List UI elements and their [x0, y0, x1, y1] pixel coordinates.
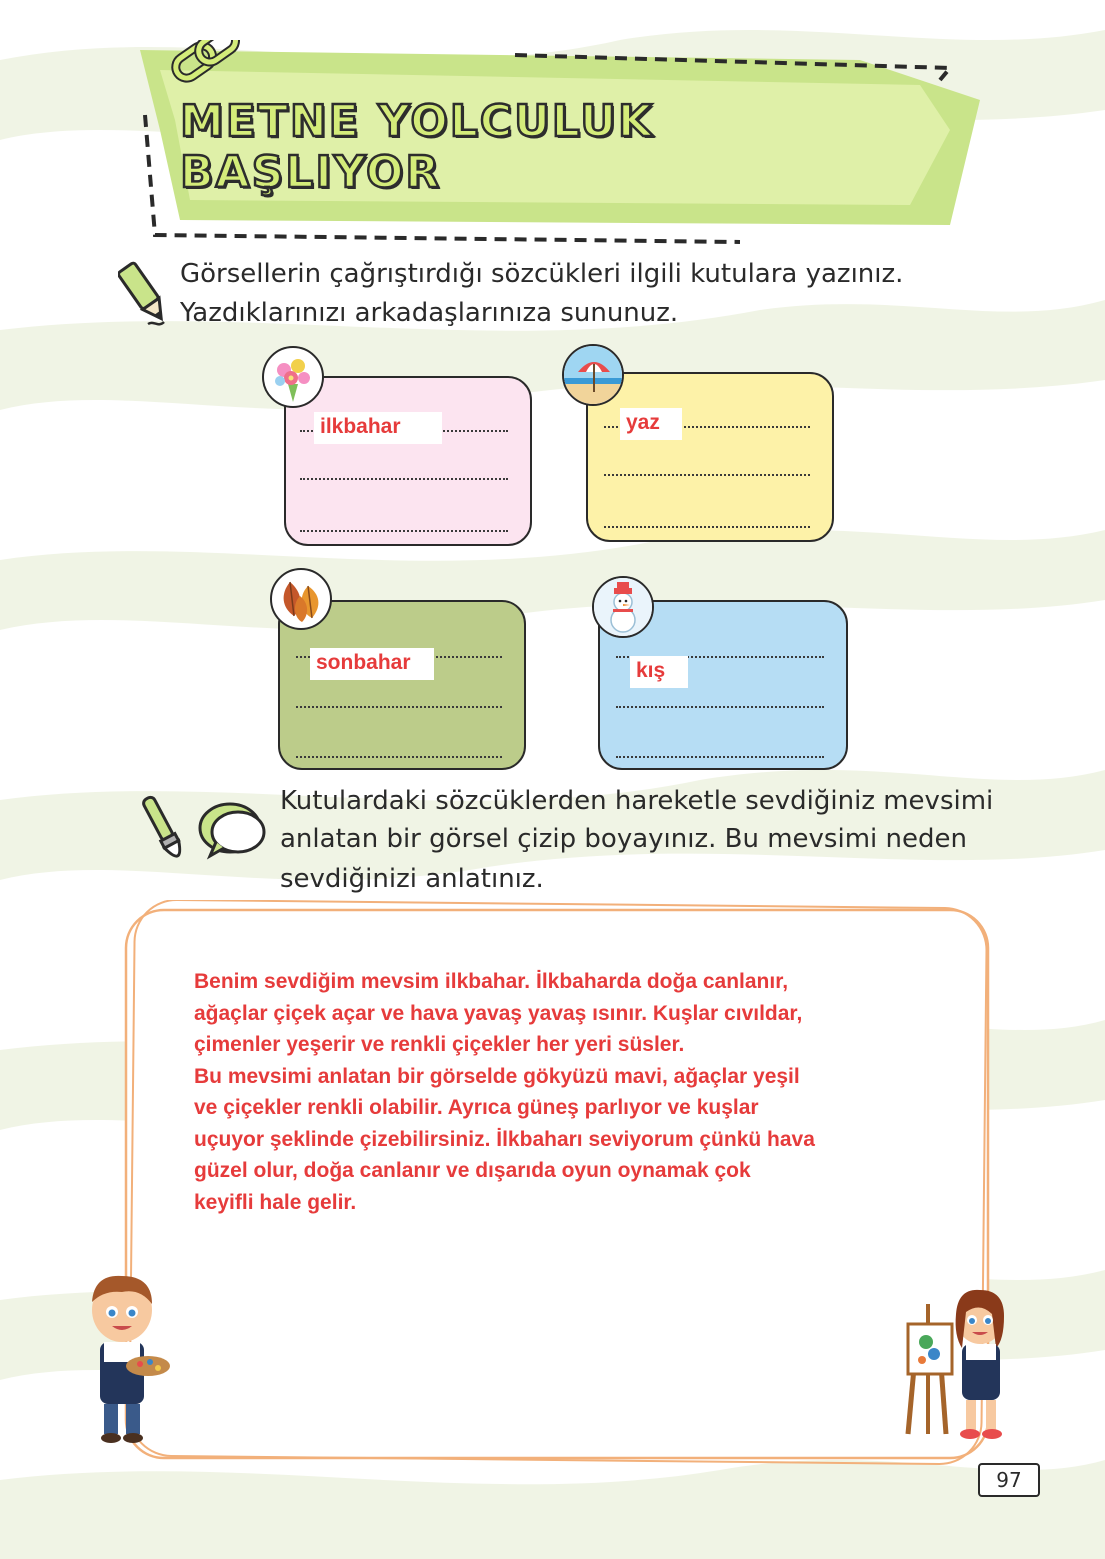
winter-answer[interactable]: kış [630, 656, 688, 688]
answer-line: Bu mevsimi anlatan bir görselde gökyüzü mavi, ağaçlar yeşil [194, 1064, 800, 1088]
flower-bouquet-icon [262, 346, 324, 408]
answer-line: keyifli hale gelir. [194, 1190, 357, 1214]
beach-umbrella-icon [562, 344, 624, 406]
girl-painter-illustration [900, 1284, 1020, 1444]
answer-paragraph[interactable] [194, 966, 934, 1218]
task2-line-3: sevdiğinizi anlatınız. [280, 864, 544, 894]
page-number: 97 [978, 1463, 1040, 1497]
answer-line: ağaçlar çiçek açar ve hava yavaş yavaş ısınır. Kuşlar cıvıldar, [194, 1001, 803, 1025]
spring-answer[interactable]: ilkbahar [314, 412, 442, 444]
paintbrush-icon [132, 792, 198, 872]
pencil-icon [118, 258, 170, 330]
instruction-line-1: Görsellerin çağrıştırdığı sözcükleri ilgili kutulara yazınız. [180, 259, 904, 289]
boy-painter-illustration [74, 1270, 170, 1444]
season-box-summer [586, 372, 834, 542]
task2-line-2: anlatan bir görsel çizip boyayınız. Bu mevsimi neden [280, 824, 967, 854]
summer-answer[interactable]: yaz [620, 408, 682, 440]
task2-line-1: Kutulardaki sözcüklerden hareketle sevdiğiniz mevsimi [280, 786, 994, 816]
season-box-spring [284, 376, 532, 546]
autumn-answer[interactable]: sonbahar [310, 648, 434, 680]
instruction-line-2: Yazdıklarınızı arkadaşlarınıza sununuz. [180, 298, 679, 328]
answer-line: ve çiçekler renkli olabilir. Ayrıca güneş parlıyor ve kuşlar [194, 1096, 759, 1119]
answer-line: güzel olur, doğa canlanır ve dışarıda oyun oynamak çok [194, 1159, 751, 1182]
autumn-leaves-icon [270, 568, 332, 630]
page-title: METNE YOLCULUK BAŞLIYOR [180, 96, 655, 198]
speech-bubble-icon [196, 798, 270, 860]
answer-line: çimenler yeşerir ve renkli çiçekler her yeri süsler. [194, 1033, 685, 1056]
answer-line: Benim sevdiğim mevsim ilkbahar. İlkbaharda doğa canlanır, [194, 970, 789, 993]
snowman-icon [592, 576, 654, 638]
answer-line: uçuyor şeklinde çizebilirsiniz. İlkbaharı seviyorum çünkü hava [194, 1127, 815, 1151]
